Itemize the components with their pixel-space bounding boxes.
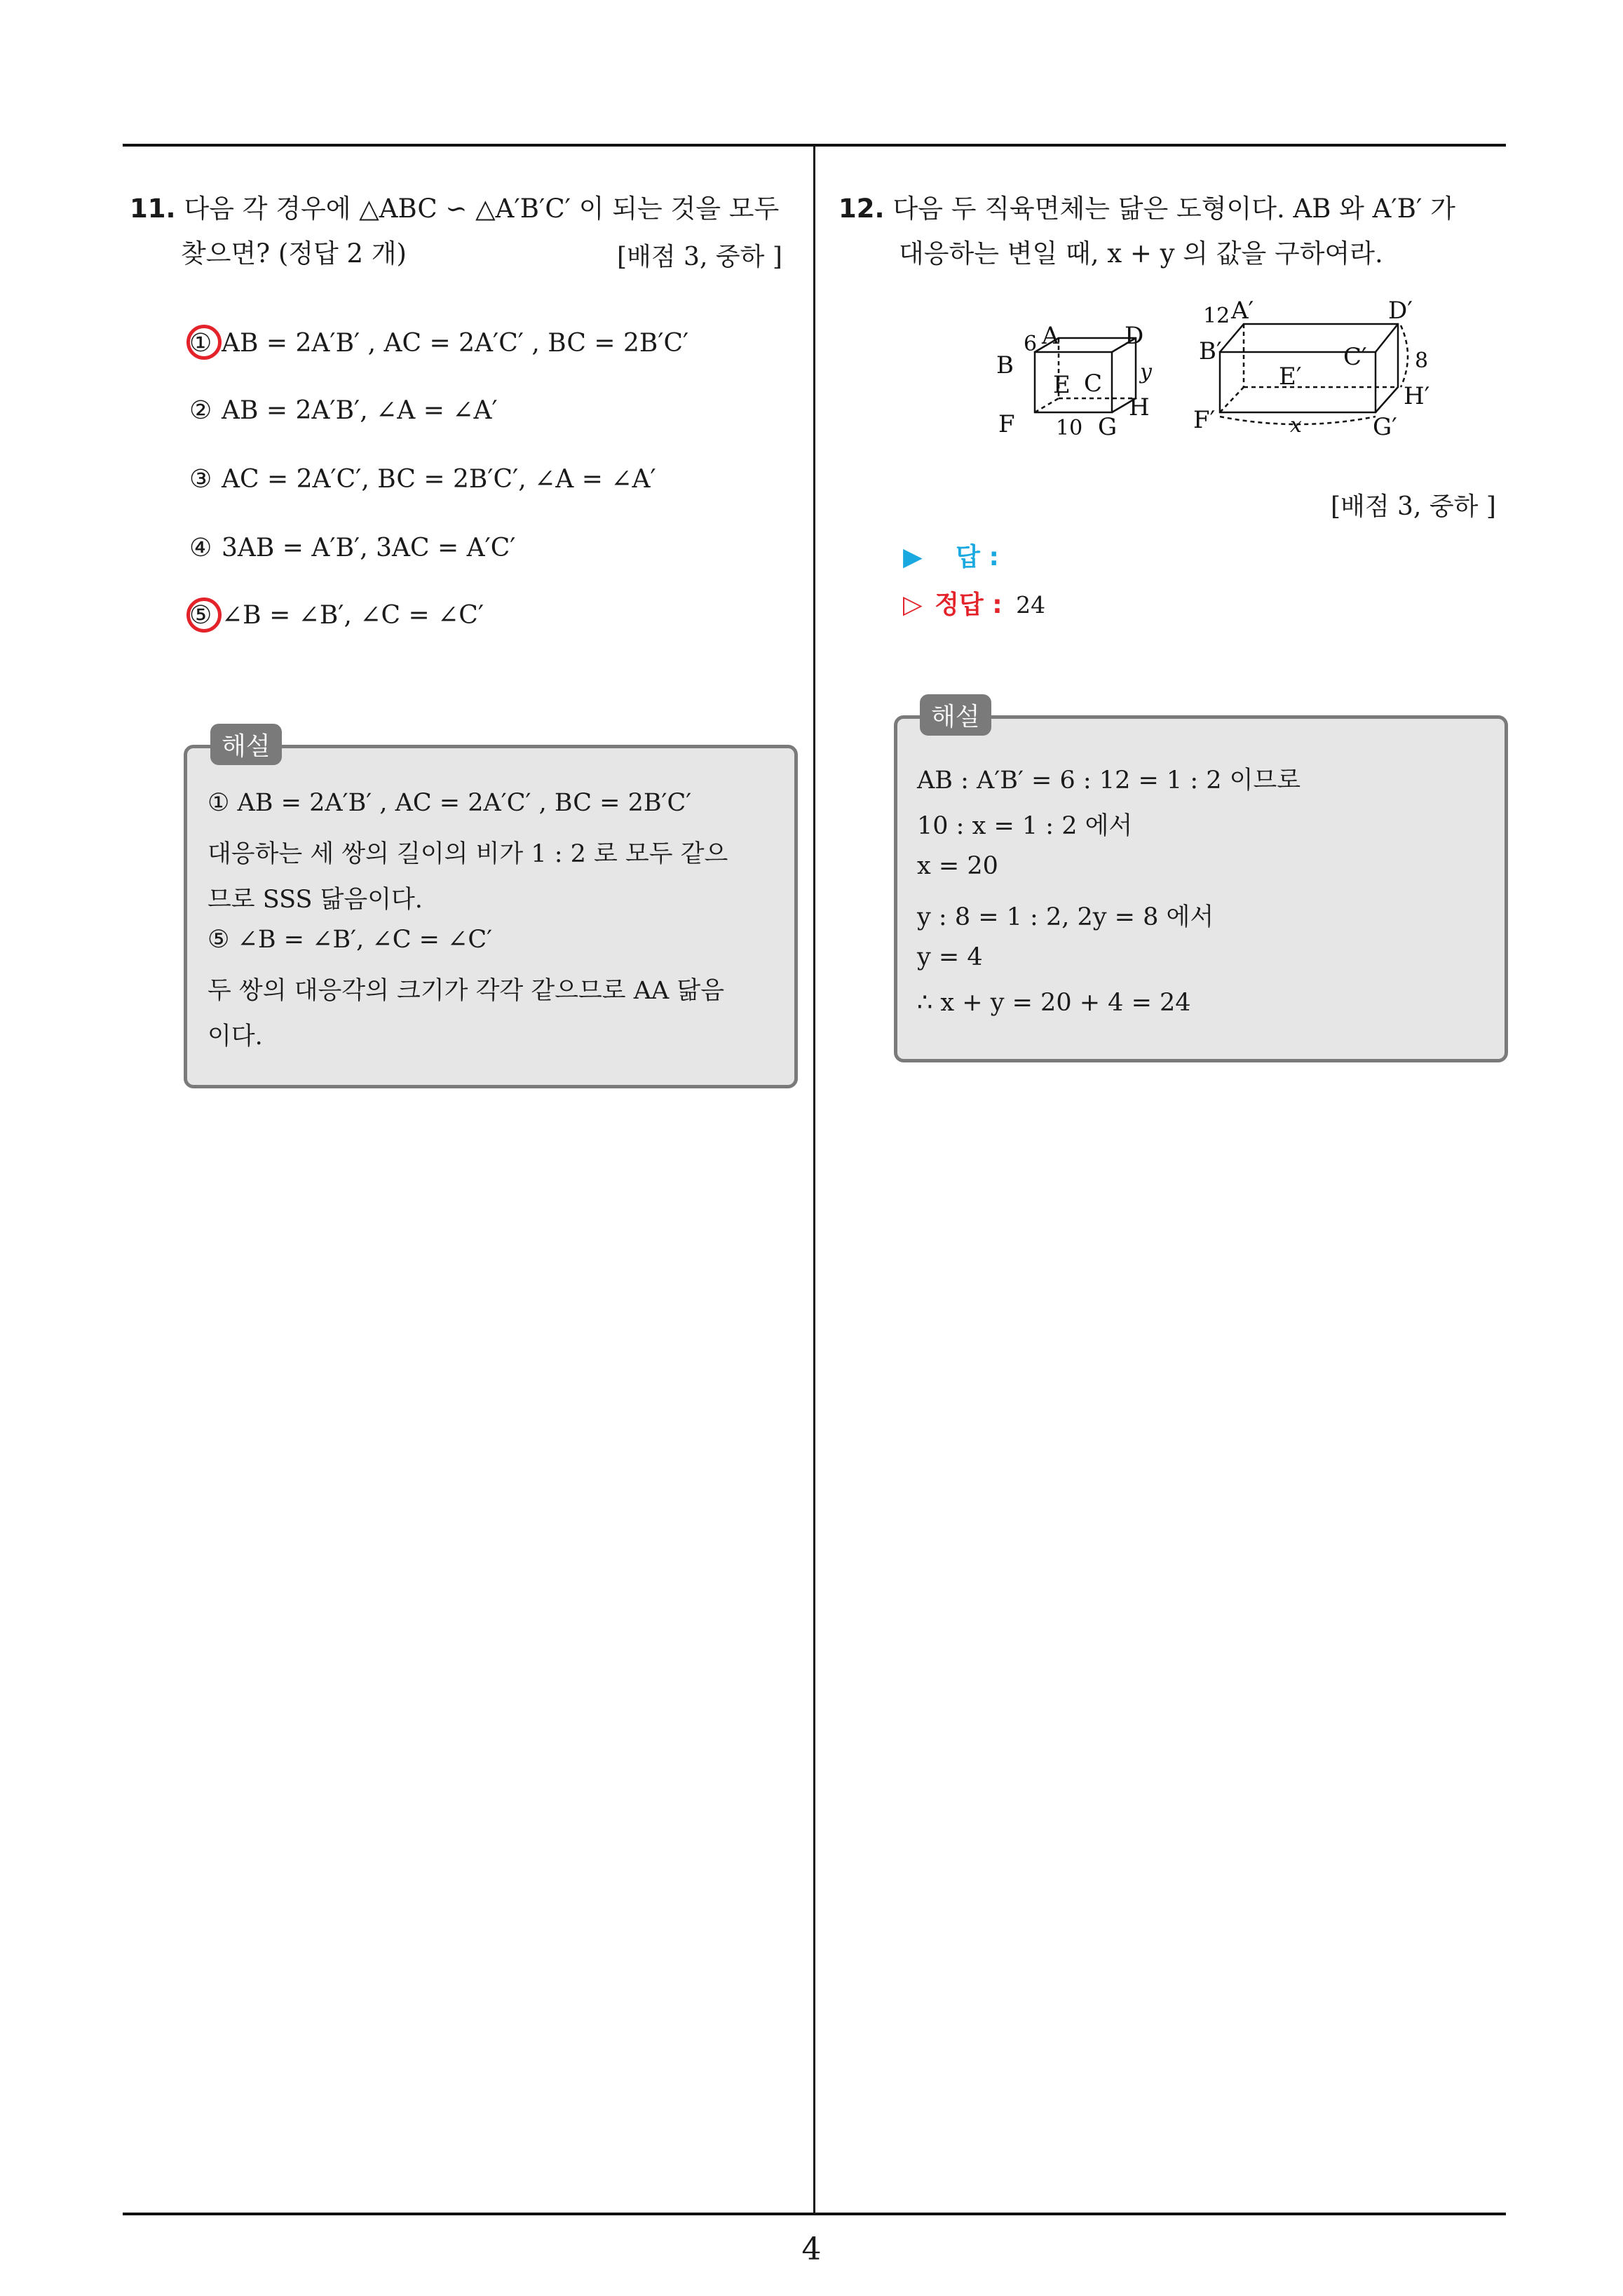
choice-number: ③ xyxy=(189,465,212,494)
q11-solution-line: ⑤ ∠B = ∠B′, ∠C = ∠C′ xyxy=(208,926,493,954)
fig1-label-D: D xyxy=(1125,322,1144,350)
q11-choice-4[interactable] xyxy=(189,527,515,569)
q12-cuboid-figures xyxy=(996,295,1472,449)
choice-text: AC = 2A′C′, BC = 2B′C′, ∠A = ∠A′ xyxy=(222,465,656,494)
q11-solution-line: 대응하는 세 쌍의 길이의 비가 1 : 2 로 모두 같으 xyxy=(208,840,728,868)
fig1-label-F: F xyxy=(998,410,1015,438)
q11-number: 11. xyxy=(130,194,176,224)
fig1-label-A: A xyxy=(1042,322,1059,350)
q12-correct-row xyxy=(903,585,1045,621)
fig2-label-F: F′ xyxy=(1193,406,1216,434)
q11-solution-line: 므로 SSS 닮음이다. xyxy=(208,886,423,914)
q11-solution-line: 이다. xyxy=(208,1022,263,1051)
q11-stem-line2: 찾으면? (정답 2 개) xyxy=(181,238,407,269)
q12-solution-line: y = 4 xyxy=(917,943,983,971)
choice-number: ⑤ xyxy=(189,601,212,630)
answer-label: 답 : xyxy=(956,543,999,572)
q11-score: [배점 3, 중하 ] xyxy=(617,243,782,271)
q11-solution-line: 두 쌍의 대응각의 크기가 각각 같으므로 AA 닮음 xyxy=(208,977,725,1005)
fig1-label-B: B xyxy=(996,351,1014,379)
page-number: 4 xyxy=(801,2231,822,2267)
q12-stem-line2: 대응하는 변일 때, x + y 의 값을 구하여라. xyxy=(899,238,1383,269)
q11-choice-2[interactable] xyxy=(189,390,498,432)
choice-text: AB = 2A′B′ , AC = 2A′C′ , BC = 2B′C′ xyxy=(222,329,689,358)
q12-answer-row xyxy=(903,537,999,573)
choice-number: ② xyxy=(189,396,212,425)
choice-number: ① xyxy=(189,329,212,358)
q11-solution-line: ① AB = 2A′B′ , AC = 2A′C′ , BC = 2B′C′ xyxy=(208,789,692,817)
fig2-label-E: E′ xyxy=(1279,363,1302,391)
fig2-label-C: C′ xyxy=(1343,343,1367,371)
q12-solution-line: 10 : x = 1 : 2 에서 xyxy=(917,812,1133,840)
q11-solution-tag: 해설 xyxy=(210,724,282,765)
correct-value: 24 xyxy=(1016,591,1046,619)
fig2-len-fg: x xyxy=(1290,413,1302,438)
cuboid-large xyxy=(1220,324,1408,424)
fig2-len-dh: 8 xyxy=(1415,349,1429,373)
q11-stem-text1: 다음 각 경우에 △ABC ∽ △A′B′C′ 이 되는 것을 모두 xyxy=(184,194,780,224)
choice-number: ④ xyxy=(189,534,212,562)
fig1-label-C: C xyxy=(1084,370,1103,398)
q12-solution-line: x = 20 xyxy=(917,852,998,880)
fig1-len-dh: y xyxy=(1140,360,1152,384)
q11-stem-line1 xyxy=(130,187,779,231)
fig1-len-fg: 10 xyxy=(1056,416,1083,440)
fig1-label-G: G xyxy=(1098,413,1118,441)
choice-text: AB = 2A′B′, ∠A = ∠A′ xyxy=(222,396,498,425)
q11-choice-5[interactable] xyxy=(189,595,484,637)
correct-arrow-icon: ▷ xyxy=(903,590,923,619)
q12-score: [배점 3, 중하 ] xyxy=(1331,492,1496,521)
q12-number: 12. xyxy=(838,194,885,224)
choice-text: ∠B = ∠B′, ∠C = ∠C′ xyxy=(222,601,484,630)
q12-solution-tag: 해설 xyxy=(920,694,991,736)
fig2-label-G: G′ xyxy=(1373,413,1397,441)
q12-solution-line: y : 8 = 1 : 2, 2y = 8 에서 xyxy=(917,903,1214,931)
q12-stem-line1 xyxy=(838,187,1455,231)
fig2-label-H: H′ xyxy=(1404,382,1430,410)
q12-solution-line: ∴ x + y = 20 + 4 = 24 xyxy=(917,989,1191,1017)
correct-label: 정답 : xyxy=(935,590,1003,619)
q11-choice-1[interactable] xyxy=(189,323,688,365)
q11-choice-3[interactable] xyxy=(189,459,656,501)
fig2-label-B: B′ xyxy=(1199,337,1222,365)
q12-solution-line: AB : A′B′ = 6 : 12 = 1 : 2 이므로 xyxy=(917,767,1301,795)
fig1-label-H: H xyxy=(1129,393,1150,421)
q12-stem-text1: 다음 두 직육면체는 닮은 도형이다. AB 와 A′B′ 가 xyxy=(892,194,1455,224)
fig1-len-ab: 6 xyxy=(1024,332,1038,356)
fig2-len-ab: 12 xyxy=(1203,304,1230,328)
column-divider xyxy=(813,145,815,2214)
choice-text: 3AB = A′B′, 3AC = A′C′ xyxy=(222,534,516,562)
answer-arrow-icon: ▶ xyxy=(903,543,923,572)
fig1-label-E: E xyxy=(1053,371,1071,399)
fig2-label-D: D′ xyxy=(1388,297,1413,325)
bottom-rule xyxy=(123,2213,1506,2215)
fig2-label-A: A′ xyxy=(1231,297,1254,325)
